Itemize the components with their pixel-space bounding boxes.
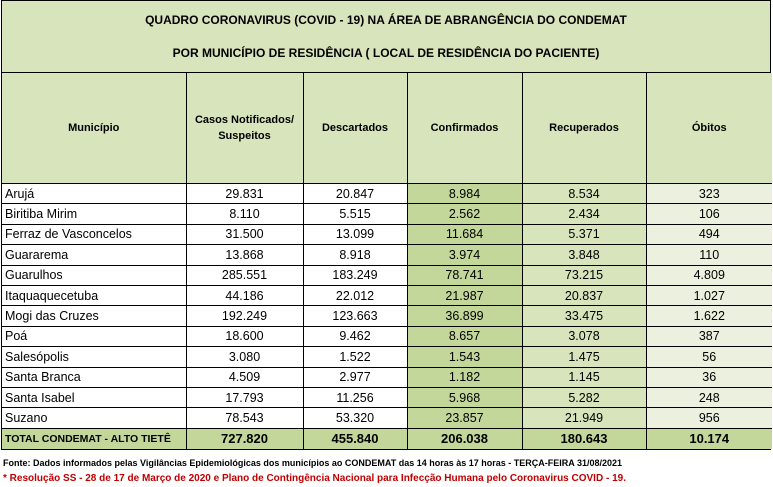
total-descartados: 455.840 xyxy=(303,428,407,449)
cell-recuperados: 73.215 xyxy=(522,265,646,285)
table-row xyxy=(2,387,772,407)
cell-municipio: Santa Branca xyxy=(2,367,186,387)
header-descartados: Descartados xyxy=(303,73,407,184)
cell-confirmados: 36.899 xyxy=(407,306,522,326)
cell-casos: 44.186 xyxy=(186,285,303,305)
table-row xyxy=(2,326,772,346)
cell-casos: 8.110 xyxy=(186,204,303,224)
table-row xyxy=(2,347,772,367)
table-row xyxy=(2,204,772,224)
cell-descartados: 183.249 xyxy=(303,265,407,285)
cell-descartados: 11.256 xyxy=(303,387,407,407)
table-title: QUADRO CORONAVIRUS (COVID - 19) NA ÁREA DE ABRANGÊNCIA DO CONDEMAT xyxy=(145,12,627,27)
cell-descartados: 1.522 xyxy=(303,347,407,367)
cell-obitos: 387 xyxy=(646,326,772,346)
total-recuperados: 180.643 xyxy=(522,428,646,449)
cell-confirmados: 5.968 xyxy=(407,387,522,407)
table-subtitle: POR MUNICÍPIO DE RESIDÊNCIA ( LOCAL DE RESIDÊNCIA DO PACIENTE) xyxy=(172,46,600,61)
table-row xyxy=(2,245,772,265)
table-row xyxy=(2,224,772,244)
cell-confirmados: 8.657 xyxy=(407,326,522,346)
cell-municipio: Mogi das Cruzes xyxy=(2,306,186,326)
cell-casos: 31.500 xyxy=(186,224,303,244)
table-row xyxy=(2,184,772,204)
cell-descartados: 53.320 xyxy=(303,408,407,428)
cell-recuperados: 20.837 xyxy=(522,285,646,305)
header-row xyxy=(2,73,772,184)
cell-municipio: Guararema xyxy=(2,245,186,265)
cell-municipio: Poá xyxy=(2,326,186,346)
total-row xyxy=(2,428,772,449)
header-casos-line1: Casos Notificados/ xyxy=(194,114,295,126)
cell-descartados: 5.515 xyxy=(303,204,407,224)
cell-casos: 285.551 xyxy=(186,265,303,285)
header-municipio: Município xyxy=(2,73,186,184)
title-block xyxy=(2,1,770,73)
table-row xyxy=(2,265,772,285)
cell-confirmados: 11.684 xyxy=(407,224,522,244)
cell-confirmados: 21.987 xyxy=(407,285,522,305)
cell-descartados: 9.462 xyxy=(303,326,407,346)
cell-municipio: Biritiba Mirim xyxy=(2,204,186,224)
total-label: TOTAL CONDEMAT - ALTO TIETÊ xyxy=(2,428,186,449)
cell-descartados: 20.847 xyxy=(303,184,407,204)
cell-obitos: 1.027 xyxy=(646,285,772,305)
cell-descartados: 8.918 xyxy=(303,245,407,265)
cell-casos: 17.793 xyxy=(186,387,303,407)
cell-casos: 4.509 xyxy=(186,367,303,387)
cell-casos: 29.831 xyxy=(186,184,303,204)
cell-descartados: 22.012 xyxy=(303,285,407,305)
cell-recuperados: 33.475 xyxy=(522,306,646,326)
header-confirmados: Confirmados xyxy=(407,73,522,184)
cell-obitos: 4.809 xyxy=(646,265,772,285)
cell-confirmados: 1.543 xyxy=(407,347,522,367)
cell-obitos: 106 xyxy=(646,204,772,224)
total-confirmados: 206.038 xyxy=(407,428,522,449)
footnote-resolucao: * Resolução SS - 28 de 17 de Março de 2020 e Plano de Contingência Nacional para Infecção Humana pelo Coronavirus COVID - 19. xyxy=(3,473,626,484)
cell-casos: 13.868 xyxy=(186,245,303,265)
cell-obitos: 323 xyxy=(646,184,772,204)
cell-municipio: Ferraz de Vasconcelos xyxy=(2,224,186,244)
table-row xyxy=(2,285,772,305)
cell-municipio: Itaquaquecetuba xyxy=(2,285,186,305)
cell-municipio: Suzano xyxy=(2,408,186,428)
cell-confirmados: 78.741 xyxy=(407,265,522,285)
cell-obitos: 110 xyxy=(646,245,772,265)
cell-casos: 192.249 xyxy=(186,306,303,326)
cell-confirmados: 2.562 xyxy=(407,204,522,224)
cell-recuperados: 1.145 xyxy=(522,367,646,387)
cell-recuperados: 2.434 xyxy=(522,204,646,224)
cell-municipio: Arujá xyxy=(2,184,186,204)
cell-municipio: Guarulhos xyxy=(2,265,186,285)
header-casos xyxy=(186,73,303,184)
cell-obitos: 1.622 xyxy=(646,306,772,326)
table-row xyxy=(2,306,772,326)
cell-casos: 78.543 xyxy=(186,408,303,428)
total-casos: 727.820 xyxy=(186,428,303,449)
cell-recuperados: 5.371 xyxy=(522,224,646,244)
cell-obitos: 36 xyxy=(646,367,772,387)
cell-recuperados: 21.949 xyxy=(522,408,646,428)
cell-recuperados: 5.282 xyxy=(522,387,646,407)
header-casos-line2: Suspeitos xyxy=(218,130,271,142)
cell-descartados: 2.977 xyxy=(303,367,407,387)
cell-recuperados: 8.534 xyxy=(522,184,646,204)
covid-data-table xyxy=(2,73,772,449)
table-row xyxy=(2,408,772,428)
cell-casos: 18.600 xyxy=(186,326,303,346)
cell-recuperados: 1.475 xyxy=(522,347,646,367)
cell-obitos: 56 xyxy=(646,347,772,367)
header-obitos: Óbitos xyxy=(646,73,772,184)
total-obitos: 10.174 xyxy=(646,428,772,449)
cell-obitos: 494 xyxy=(646,224,772,244)
cell-obitos: 248 xyxy=(646,387,772,407)
cell-recuperados: 3.848 xyxy=(522,245,646,265)
cell-confirmados: 3.974 xyxy=(407,245,522,265)
cell-municipio: Salesópolis xyxy=(2,347,186,367)
cell-casos: 3.080 xyxy=(186,347,303,367)
cell-recuperados: 3.078 xyxy=(522,326,646,346)
table-body xyxy=(2,184,772,429)
table-row xyxy=(2,367,772,387)
cell-confirmados: 1.182 xyxy=(407,367,522,387)
cell-municipio: Santa Isabel xyxy=(2,387,186,407)
cell-descartados: 13.099 xyxy=(303,224,407,244)
cell-confirmados: 23.857 xyxy=(407,408,522,428)
covid-table-sheet xyxy=(1,0,771,450)
cell-obitos: 956 xyxy=(646,408,772,428)
cell-descartados: 123.663 xyxy=(303,306,407,326)
header-recuperados: Recuperados xyxy=(522,73,646,184)
footnote-fonte: Fonte: Dados informados pelas Vigilâncias Epidemiológicas dos municípios ao CONDEMAT das 14 horas às 17 horas - TERÇA-FEIRA 31/08/2021 xyxy=(3,458,622,468)
cell-confirmados: 8.984 xyxy=(407,184,522,204)
